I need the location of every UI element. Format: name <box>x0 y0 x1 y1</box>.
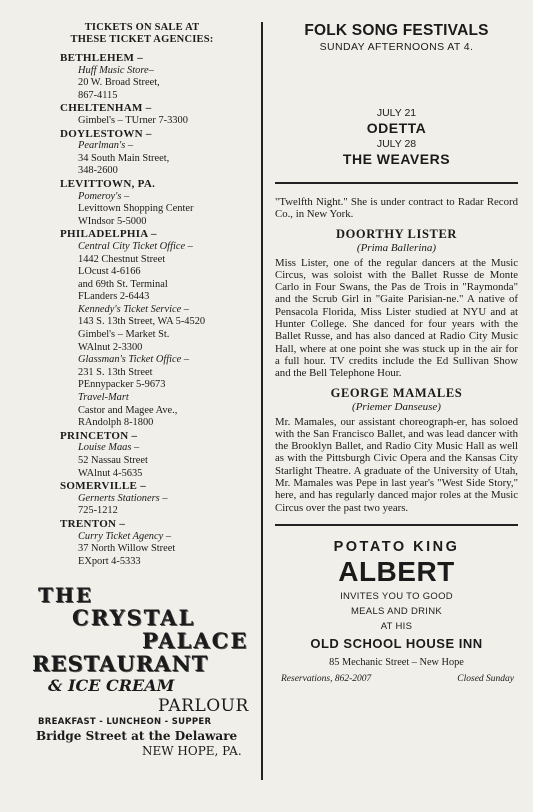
agency-detail-line: Pomeroy's – <box>78 190 130 202</box>
agency-detail-line: Kennedy's Ticket Service – <box>78 303 189 315</box>
crystal-palace-meals: BREAKFAST - LUNCHEON - SUPPER <box>38 717 212 728</box>
agency-detail-line: 1442 Chestnut Street <box>78 253 166 265</box>
show-artist: ODETTA <box>366 120 427 136</box>
crystal-palace-ice-cream: & ICE CREAM <box>48 676 175 696</box>
agency-detail-line: Huff Music Store– <box>78 64 154 76</box>
show-artist: THE WEAVERS <box>342 151 451 167</box>
agency-detail-line: LOcust 4-6166 <box>78 266 141 278</box>
potato-king-heading: POTATO KING <box>333 538 460 555</box>
bio-name: GEORGE MAMALES <box>330 385 463 400</box>
potato-king-reservations: Reservations, 862-2007 <box>281 673 372 684</box>
agency-detail-line: 143 S. 13th Street, WA 5-4520 <box>78 316 206 328</box>
crystal-palace-ad <box>18 583 249 759</box>
agency-city: LEVITTOWN, PA. <box>60 177 156 190</box>
potato-king-ad <box>275 538 518 686</box>
bio-intro-text: "Twelfth Night." She is under contract to Radar Record Co., in New York. <box>275 196 518 221</box>
agency-detail-line: Louise Maas – <box>78 442 140 454</box>
agency-detail-line: Curry Ticket Agency – <box>78 530 172 542</box>
folk-festival-shows <box>275 106 518 168</box>
show-date: JULY 21 <box>376 107 417 119</box>
potato-king-at-his: AT HIS <box>380 620 413 632</box>
potato-king-albert: ALBERT <box>338 555 455 587</box>
agency-city: DOYLESTOWN – <box>60 127 152 140</box>
agency-city: PHILADELPHIA – <box>60 228 157 241</box>
ticket-agencies-heading <box>38 22 246 46</box>
bio-role: (Priemer Danseuse) <box>352 400 441 413</box>
potato-king-meals: MEALS AND DRINK <box>350 605 443 617</box>
potato-king-closed: Closed Sunday <box>457 673 514 684</box>
agency-detail-line: Castor and Magee Ave., <box>78 404 178 416</box>
ticket-agencies-title-line1: TICKETS ON SALE AT <box>84 22 200 33</box>
crystal-palace-town: NEW HOPE, PA. <box>142 744 242 759</box>
folk-festival-subtitle: SUNDAY AFTERNOONS AT 4. <box>319 41 474 53</box>
crystal-palace-parlour: PARLOUR <box>158 696 249 717</box>
agency-detail-line: and 69th St. Terminal <box>78 278 168 290</box>
agency-detail-line: Gimbel's – Market St. <box>78 329 170 341</box>
section-divider-bottom <box>275 524 518 526</box>
crystal-palace-restaurant: RESTAURANT <box>32 651 209 677</box>
crystal-palace-the: THE <box>38 583 94 608</box>
bio-body: Miss Lister, one of the regular dancers at the Music Circus, was soloist with the Ballet Russe de Monte Carlo in Four Swans, the Pas de Trois in "Raymonda" and the Scrub Girl in "Gaite Parisian-ne." A native of Pensacola Florida, Miss Lister studied at NYU and at Hunter College. She danced for four years with the Ballet Russe, and has also danced at Radio City Music Hall, where at one point she was stuck up in the air for a full hour. TV credits include the Ed Sullivan Show and the Bell Telephone Hour. <box>275 256 518 380</box>
agency-city: PRINCETON – <box>60 429 138 442</box>
crystal-palace-palace: PALACE <box>142 628 249 654</box>
agency-city: BETHLEHEM – <box>60 52 144 64</box>
agency-detail-line: Travel-Mart <box>78 392 129 404</box>
dancer-bios <box>275 227 518 514</box>
agency-detail-line: Gimbel's – TUrner 7-3300 <box>78 114 188 126</box>
agency-detail-line: Levittown Shopping Center <box>78 203 194 215</box>
ticket-agencies-title-line2: THESE TICKET AGENCIES: <box>70 34 214 45</box>
potato-king-address: 85 Mechanic Street – New Hope <box>329 656 464 668</box>
potato-king-inn-name: OLD SCHOOL HOUSE INN <box>310 635 483 651</box>
agency-detail-line: Gernerts Stationers – <box>78 492 168 504</box>
agency-detail-line: WAlnut 4-5635 <box>78 467 143 479</box>
agency-detail-line: EXport 4-5333 <box>78 555 141 567</box>
potato-king-invite: INVITES YOU TO GOOD <box>340 590 453 602</box>
agency-detail-line: Central City Ticket Office – <box>78 240 193 252</box>
bio-body: Mr. Mamales, our assistant choreograph-er, has soloed with the San Francisco Ballet, and was lead dancer with the Brooklyn Ballet, and Radio City Music Hall as well as with the Pittsburgh Civic Opera and the Kansas City Starlight Theatre. A graduate of the University of Utah, Mr. Mamales was Pepe in last year's "West Side Story," here, and has regularly danced major roles at the Music Circus over the past two years. <box>275 415 518 514</box>
agency-detail-line: WIndsor 5-5000 <box>78 215 147 227</box>
agency-city: CHELTENHAM – <box>60 102 152 115</box>
agency-detail-line: 348-2600 <box>78 165 118 177</box>
agency-detail-line: 34 South Main Street, <box>78 152 170 164</box>
section-divider-top <box>275 182 518 184</box>
crystal-palace-address: Bridge Street at the Delaware <box>36 729 238 744</box>
agency-city: SOMERVILLE – <box>60 480 147 493</box>
agency-detail-line: 231 S. 13th Street <box>78 366 153 378</box>
agency-detail-line: Pearlman's – <box>78 140 134 152</box>
agency-detail-line: FLanders 2-6443 <box>78 291 150 303</box>
show-date: JULY 28 <box>376 138 417 150</box>
bio-name: DOORTHY LISTER <box>335 226 458 241</box>
agency-detail-line: WAlnut 2-3300 <box>78 341 143 353</box>
agency-detail-line: 725-1212 <box>78 505 118 517</box>
agency-detail-line: 867-4115 <box>78 89 118 101</box>
agency-detail-line: 20 W. Broad Street, <box>78 77 160 89</box>
agency-detail-line: Glassman's Ticket Office – <box>78 354 190 366</box>
agency-detail-line: RAndolph 8-1800 <box>78 417 154 429</box>
agency-detail-line: 52 Nassau Street <box>78 455 148 466</box>
ticket-agencies-list <box>18 52 246 568</box>
folk-song-festivals <box>275 22 518 168</box>
crystal-palace-crystal: CRYSTAL <box>72 605 196 631</box>
left-column <box>18 22 249 759</box>
right-column <box>275 22 518 686</box>
agency-detail-line: PEnnypacker 5-9673 <box>78 379 166 391</box>
column-divider <box>261 22 263 780</box>
folk-festival-title: FOLK SONG FESTIVALS <box>304 22 489 39</box>
agency-city: TRENTON – <box>60 517 126 530</box>
potato-king-footer <box>281 672 514 686</box>
bio-role: (Prima Ballerina) <box>356 241 437 254</box>
agency-detail-line: 37 North Willow Street <box>78 543 176 555</box>
